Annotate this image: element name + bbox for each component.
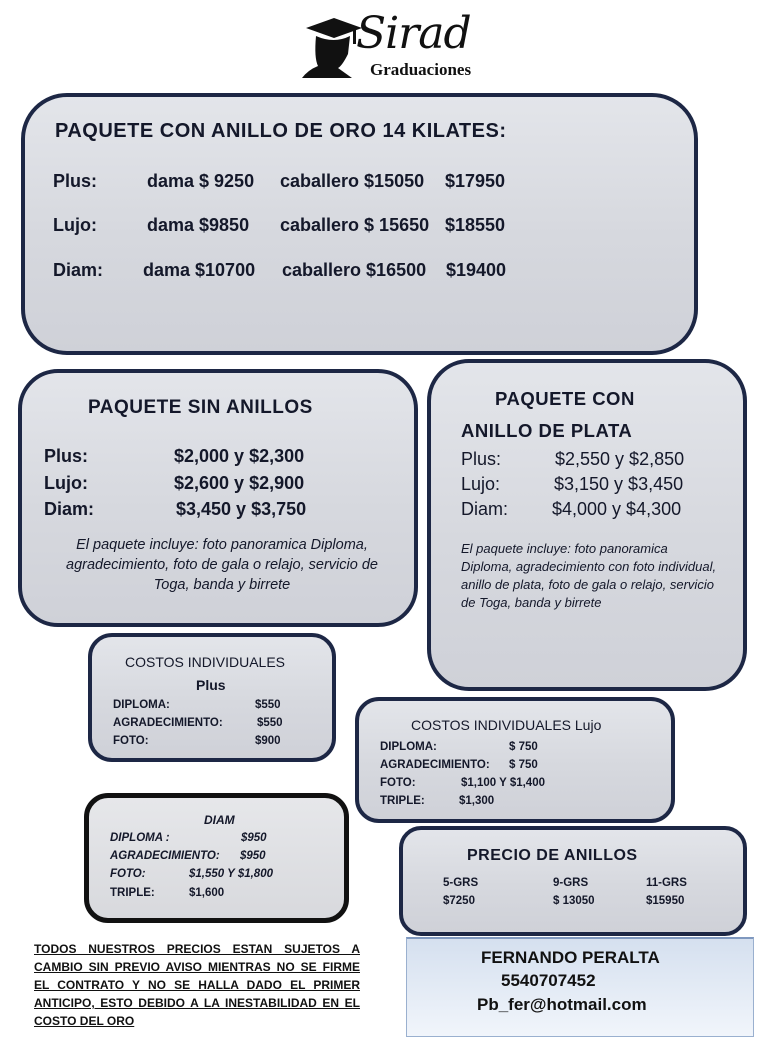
no-ring-row-price: $3,450 y $3,750 [176, 499, 307, 519]
cost-label: AGRADECIMIENTO: [113, 717, 223, 729]
costs-lujo-title: COSTOS INDIVIDUALES Lujo [411, 717, 602, 733]
cost-value: $950 [241, 832, 267, 844]
logo-brand: Sirad [356, 8, 471, 59]
silver-row-name: Plus: [461, 449, 502, 469]
ring-weight: 5-GRS [443, 877, 479, 889]
no-ring-package [18, 369, 418, 627]
gold-row-total: $19400 [446, 260, 507, 280]
ring-price: $7250 [443, 895, 475, 907]
costs-plus-title: COSTOS INDIVIDUALES [125, 654, 286, 670]
cost-value: $550 [257, 717, 283, 729]
price-disclaimer: TODOS NUESTROS PRECIOS ESTAN SUJETOS A CAMBIO SIN PREVIO AVISO MIENTRAS NO SE FIRME EL CONTRATO Y NO SE HALLA DADO EL PRIMER ANTICIPO, ESTO DEBIDO A LA INESTABILIDAD EN EL COSTO DEL ORO [34, 942, 360, 1028]
silver-row-name: Lujo: [461, 474, 501, 494]
no-ring-row-name: Diam: [44, 499, 95, 519]
ring-prices [399, 826, 747, 936]
cost-label: AGRADECIMIENTO: [110, 850, 220, 862]
no-ring-title: PAQUETE SIN ANILLOS [88, 397, 313, 418]
gold-row-name: Plus: [53, 171, 98, 191]
cost-label: FOTO: [380, 777, 416, 789]
cost-label: FOTO: [113, 735, 149, 747]
cost-label: DIPLOMA : [110, 832, 170, 844]
contact-card [406, 937, 754, 1037]
gold-row-caballero: caballero $16500 [282, 260, 427, 280]
costs-plus-subtitle: Plus [196, 677, 226, 693]
silver-row-name: Diam: [461, 499, 509, 519]
silver-includes: El paquete incluye: foto panoramica Diploma, agradecimiento con foto individual, anillo de plata, foto de gala o relajo, servicio de Toga, banda y birrete [461, 541, 717, 610]
no-ring-row-price: $2,600 y $2,900 [174, 473, 305, 493]
ring-weight: 9-GRS [553, 877, 589, 889]
ring-weight: 11-GRS [646, 877, 687, 889]
cost-value: $950 [240, 850, 266, 862]
silver-title-line1: PAQUETE CON [495, 388, 635, 409]
cost-value: $1,550 Y $1,800 [189, 868, 273, 880]
silver-ring-package [427, 359, 747, 691]
no-ring-row-name: Plus: [44, 446, 89, 466]
silver-row-price: $4,000 y $4,300 [552, 499, 682, 519]
individual-costs-plus [88, 633, 336, 762]
gold-row-dama: dama $ 9250 [147, 171, 255, 191]
ring-prices-title: PRECIO DE ANILLOS [467, 847, 638, 864]
no-ring-includes: El paquete incluye: foto panoramica Diploma, agradecimiento, foto de gala o relajo, servicio de Toga, banda y birrete [66, 537, 378, 593]
cost-value: $1,300 [459, 795, 495, 807]
cost-label: AGRADECIMIENTO: [380, 759, 490, 771]
logo [298, 8, 498, 82]
gold-row-name: Lujo: [53, 215, 97, 235]
cost-value: $ 750 [509, 759, 538, 771]
logo-subtitle: Graduaciones [370, 60, 472, 79]
gold-row-name: Diam: [53, 260, 104, 280]
silver-title-line2: ANILLO DE PLATA [461, 420, 633, 441]
cost-label: DIPLOMA: [380, 741, 437, 753]
cost-label: DIPLOMA: [113, 699, 170, 711]
cost-value: $550 [255, 699, 281, 711]
gold-row-dama: dama $10700 [143, 260, 256, 280]
cost-label: TRIPLE: [380, 795, 425, 807]
gold-row-caballero: caballero $15050 [280, 171, 425, 191]
ring-price: $15950 [646, 895, 685, 907]
cost-value: $1,600 [189, 887, 225, 899]
gold-row-dama: dama $9850 [147, 215, 250, 235]
cost-value: $1,100 Y $1,400 [461, 777, 545, 789]
no-ring-row-name: Lujo: [44, 473, 88, 493]
gold-row-total: $17950 [445, 171, 506, 191]
individual-costs-diam [84, 793, 349, 923]
silver-row-price: $2,550 y $2,850 [555, 449, 685, 469]
costs-diam-title: DIAM [204, 813, 235, 827]
silver-row-price: $3,150 y $3,450 [554, 474, 684, 494]
gold-row-total: $18550 [445, 215, 506, 235]
cost-label: TRIPLE: [110, 887, 155, 899]
contact-email[interactable]: Pb_fer@hotmail.com [477, 995, 647, 1014]
gold-row-caballero: caballero $ 15650 [280, 215, 430, 235]
gold-package-title: PAQUETE CON ANILLO DE ORO 14 KILATES: [55, 120, 507, 142]
ring-price: $ 13050 [553, 895, 595, 907]
cost-label: FOTO: [110, 868, 146, 880]
contact-name: FERNANDO PERALTA [481, 948, 660, 967]
individual-costs-lujo [355, 697, 675, 823]
gold-ring-package [21, 93, 698, 355]
cost-value: $900 [255, 735, 281, 747]
cost-value: $ 750 [509, 741, 538, 753]
contact-phone: 5540707452 [501, 971, 596, 990]
no-ring-row-price: $2,000 y $2,300 [174, 446, 305, 466]
